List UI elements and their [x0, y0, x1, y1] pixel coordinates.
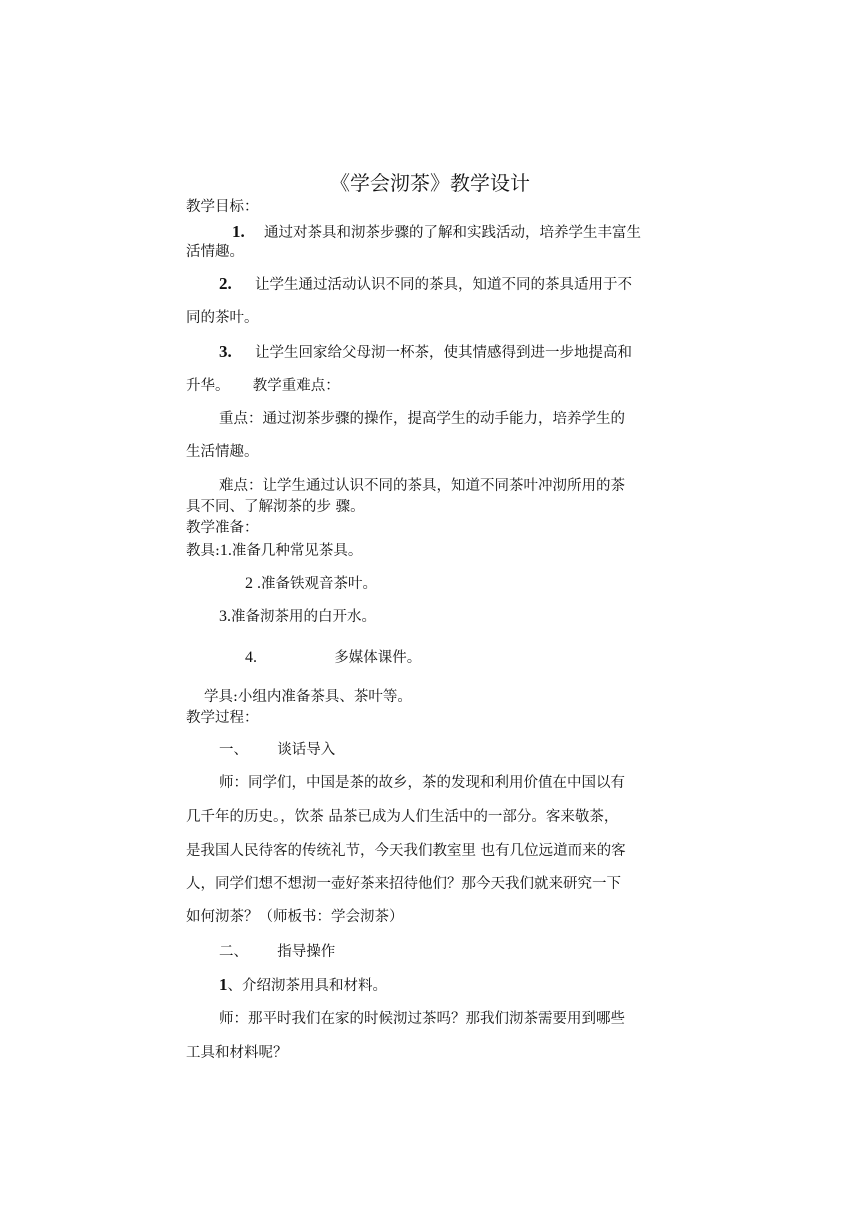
- section-1-number: 一、: [219, 742, 248, 758]
- step-1-body-line: 工具和材料呢？: [186, 1045, 288, 1061]
- section-2-title: 指导操作: [277, 944, 336, 960]
- teaching-aids-label: 教具:: [186, 543, 220, 559]
- section-1-heading: [219, 740, 335, 760]
- teaching-aids-item-1-text: 准备几种常见茶具。: [231, 543, 363, 559]
- prep-heading: 教学准备：: [186, 520, 259, 536]
- step-1-heading: [219, 975, 387, 996]
- section-2-heading: [219, 942, 335, 962]
- key-point-line-b: 生活情趣。: [186, 444, 259, 460]
- difficult-point-line-b: 具不同、了解沏茶的步 骤。: [186, 499, 365, 515]
- key-difficult-heading: 教学重难点：: [252, 378, 340, 394]
- section-1-body-line: 师：同学们，中国是茶的故乡，茶的发现和利用价值在中国以有: [219, 775, 625, 791]
- section-1-body-line: 人，同学们想不想沏一壶好茶来招待他们？那今天我们就来研究一下: [186, 876, 621, 892]
- section-1-title: 谈话导入: [277, 742, 336, 758]
- teaching-aids-item-2-text: 准备铁观音茶叶。: [261, 576, 377, 592]
- objective-1-number: 1.: [232, 222, 245, 241]
- student-aids: 学具:小组内准备茶具、茶叶等。: [204, 689, 412, 705]
- teaching-aids-item-3-number: 3.: [219, 608, 231, 625]
- objective-3-line-b: [186, 376, 340, 396]
- objective-2-line-a: [219, 274, 632, 295]
- teaching-aids-item-4-text: 多媒体课件。: [334, 650, 422, 666]
- step-1-body-line: 师：那平时我们在家的时候沏过茶吗？那我们沏茶需要用到哪些: [219, 1011, 625, 1027]
- key-point-line-a: 重点：通过沏茶步骤的操作，提高学生的动手能力，培养学生的: [219, 411, 625, 427]
- section-1-body-line: 是我国人民待客的传统礼节，今天我们教室里 也有几位远道而来的客: [186, 843, 626, 859]
- objective-2-number: 2.: [219, 274, 232, 293]
- section-2-number: 二、: [219, 944, 248, 960]
- objective-2-text: 让学生通过活动认识不同的茶具，知道不同的茶具适用于不: [254, 277, 632, 293]
- objective-1-text: 通过对茶具和沏茶步骤的了解和实践活动，培养学生丰富生: [263, 225, 641, 241]
- document-title: 《学会沏茶》教学设计: [330, 171, 530, 195]
- objective-3-number: 3.: [219, 342, 232, 361]
- step-1-text: 、介绍沏茶用具和材料。: [227, 978, 387, 994]
- step-1-number: 1: [219, 975, 228, 994]
- section-1-body-line: 如何沏茶？（师板书：学会沏茶）: [186, 909, 404, 925]
- teaching-aids-item-3-text: 准备沏茶用的白开水。: [231, 609, 376, 625]
- objectives-heading: 教学目标：: [186, 199, 259, 215]
- section-1-body-line: 几千年的历史。，饮茶 品茶已成为人们生活中的一部分。客来敬茶，: [186, 809, 619, 825]
- objective-3-text: 让学生回家给父母沏一杯茶，使其情感得到进一步地提高和: [254, 345, 632, 361]
- teaching-aids-item-1: [186, 541, 362, 561]
- objective-3-line-a: [219, 342, 632, 363]
- teaching-aids-item-2-number: 2 .: [245, 575, 261, 592]
- teaching-aids-item-2: [245, 574, 377, 594]
- teaching-aids-item-1-number: 1.: [219, 542, 232, 559]
- teaching-aids-item-4: [245, 648, 421, 668]
- objective-1-line-b: 活情趣。: [186, 244, 244, 260]
- teaching-aids-item-3: [219, 607, 376, 627]
- objective-2-line-b: 同的茶叶。: [186, 310, 259, 326]
- objective-3-text-end: 升华。: [186, 378, 230, 394]
- objective-1-line-a: [232, 222, 641, 243]
- teaching-aids-item-4-number: 4.: [245, 649, 257, 666]
- difficult-point-line-a: 难点：让学生通过认识不同的茶具，知道不同茶叶冲沏所用的茶: [219, 478, 625, 494]
- process-heading: 教学过程：: [186, 710, 259, 726]
